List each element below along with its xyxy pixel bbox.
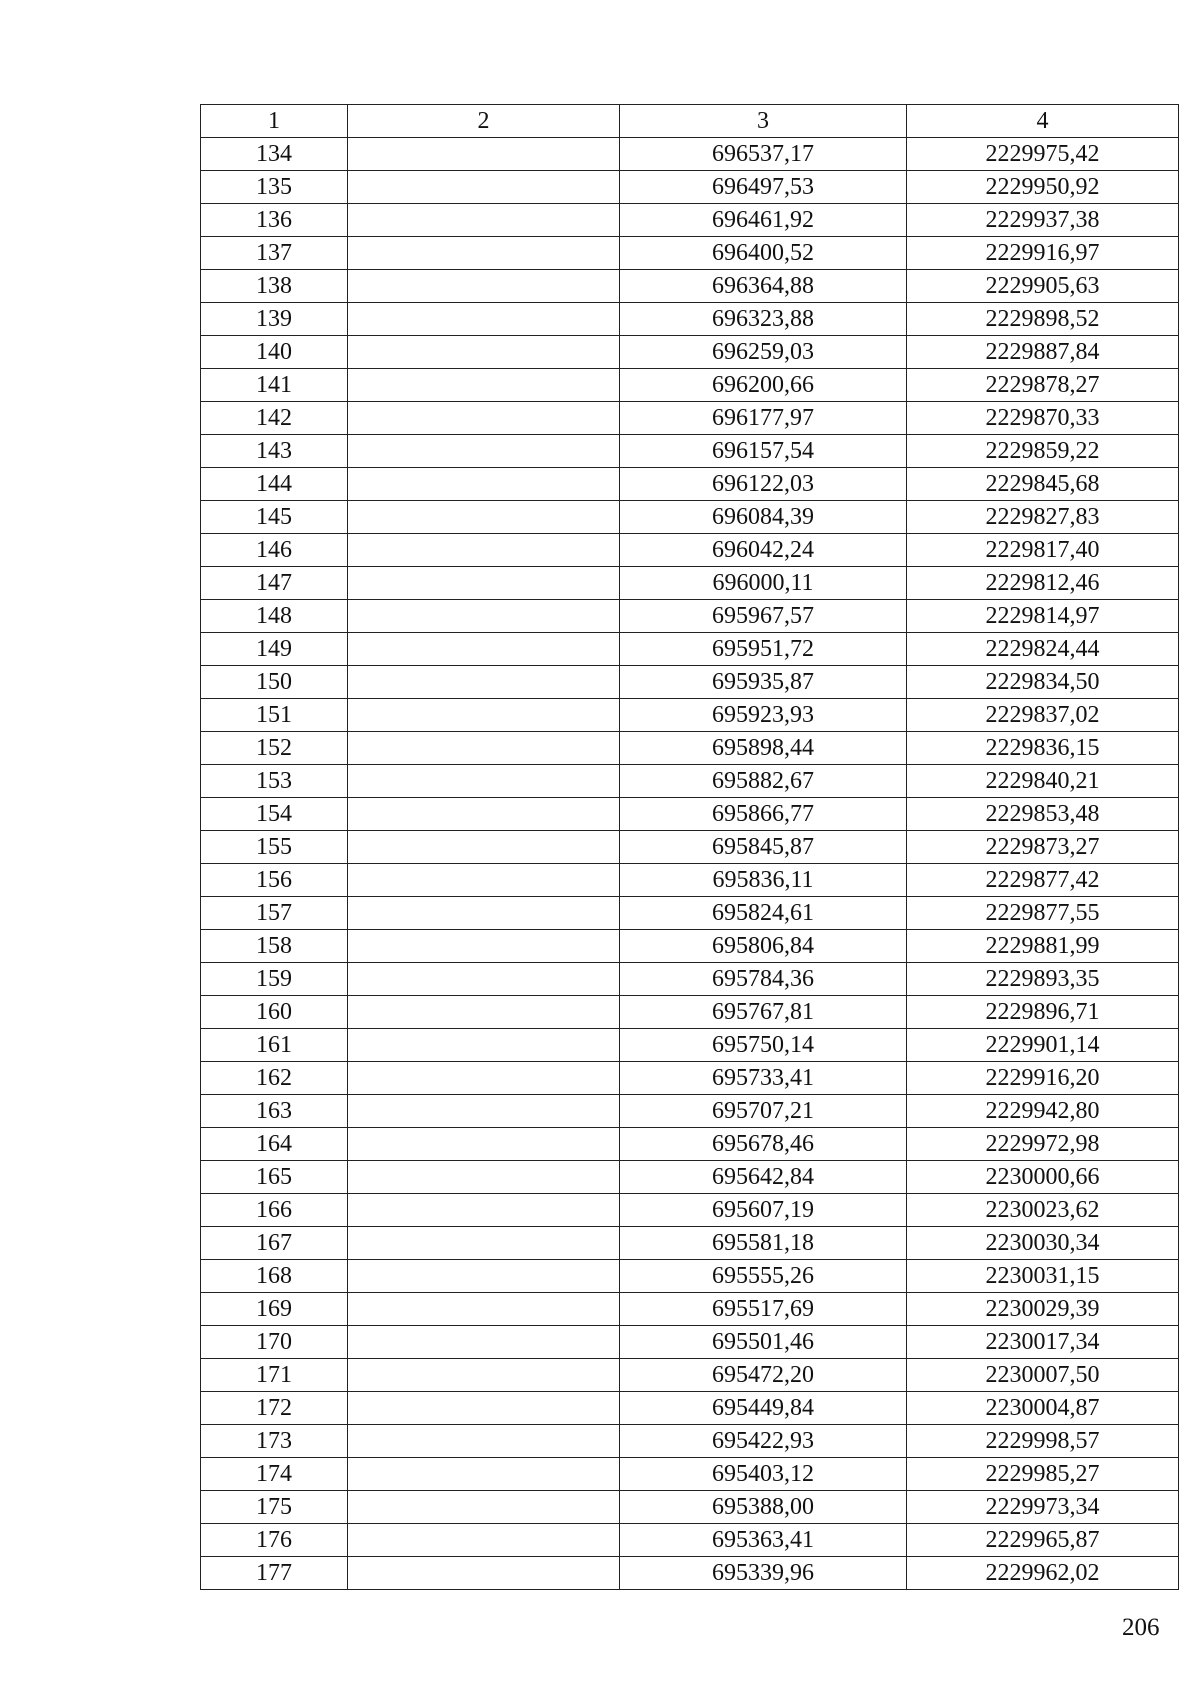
table-row <box>201 1095 1179 1128</box>
point-number-cell: 175 <box>201 1491 348 1524</box>
empty-cell <box>348 402 620 435</box>
y-coordinate-cell: 2229965,87 <box>907 1524 1179 1557</box>
x-coordinate-cell: 695501,46 <box>620 1326 907 1359</box>
y-coordinate-cell: 2229893,35 <box>907 963 1179 996</box>
column-header-3: 3 <box>620 105 907 138</box>
point-number-cell: 167 <box>201 1227 348 1260</box>
y-coordinate-cell: 2229973,34 <box>907 1491 1179 1524</box>
point-number-cell: 158 <box>201 930 348 963</box>
y-coordinate-cell: 2229901,14 <box>907 1029 1179 1062</box>
point-number-cell: 136 <box>201 204 348 237</box>
x-coordinate-cell: 696461,92 <box>620 204 907 237</box>
table-row <box>201 435 1179 468</box>
y-coordinate-cell: 2230017,34 <box>907 1326 1179 1359</box>
y-coordinate-cell: 2229812,46 <box>907 567 1179 600</box>
table-row <box>201 1161 1179 1194</box>
y-coordinate-cell: 2230030,34 <box>907 1227 1179 1260</box>
point-number-cell: 171 <box>201 1359 348 1392</box>
empty-cell <box>348 369 620 402</box>
table-row <box>201 831 1179 864</box>
point-number-cell: 169 <box>201 1293 348 1326</box>
point-number-cell: 135 <box>201 171 348 204</box>
table-row <box>201 402 1179 435</box>
table-row <box>201 1557 1179 1590</box>
y-coordinate-cell: 2230029,39 <box>907 1293 1179 1326</box>
table-row <box>201 930 1179 963</box>
point-number-cell: 161 <box>201 1029 348 1062</box>
y-coordinate-cell: 2229827,83 <box>907 501 1179 534</box>
table-row <box>201 1425 1179 1458</box>
x-coordinate-cell: 695951,72 <box>620 633 907 666</box>
table-row <box>201 204 1179 237</box>
point-number-cell: 147 <box>201 567 348 600</box>
table-row <box>201 1524 1179 1557</box>
empty-cell <box>348 1524 620 1557</box>
y-coordinate-cell: 2229836,15 <box>907 732 1179 765</box>
x-coordinate-cell: 695824,61 <box>620 897 907 930</box>
x-coordinate-cell: 695784,36 <box>620 963 907 996</box>
y-coordinate-cell: 2229905,63 <box>907 270 1179 303</box>
table-row <box>201 1194 1179 1227</box>
x-coordinate-cell: 696497,53 <box>620 171 907 204</box>
point-number-cell: 143 <box>201 435 348 468</box>
empty-cell <box>348 666 620 699</box>
empty-cell <box>348 1425 620 1458</box>
x-coordinate-cell: 695866,77 <box>620 798 907 831</box>
empty-cell <box>348 930 620 963</box>
column-header-4: 4 <box>907 105 1179 138</box>
table-row <box>201 864 1179 897</box>
table-row <box>201 699 1179 732</box>
x-coordinate-cell: 695339,96 <box>620 1557 907 1590</box>
table-row <box>201 1326 1179 1359</box>
y-coordinate-cell: 2229840,21 <box>907 765 1179 798</box>
point-number-cell: 160 <box>201 996 348 1029</box>
empty-cell <box>348 204 620 237</box>
empty-cell <box>348 699 620 732</box>
point-number-cell: 173 <box>201 1425 348 1458</box>
empty-cell <box>348 1029 620 1062</box>
empty-cell <box>348 1392 620 1425</box>
x-coordinate-cell: 696259,03 <box>620 336 907 369</box>
point-number-cell: 157 <box>201 897 348 930</box>
empty-cell <box>348 798 620 831</box>
table-row <box>201 534 1179 567</box>
y-coordinate-cell: 2229916,97 <box>907 237 1179 270</box>
x-coordinate-cell: 696042,24 <box>620 534 907 567</box>
point-number-cell: 155 <box>201 831 348 864</box>
point-number-cell: 170 <box>201 1326 348 1359</box>
table-row <box>201 1491 1179 1524</box>
empty-cell <box>348 1557 620 1590</box>
x-coordinate-cell: 695733,41 <box>620 1062 907 1095</box>
empty-cell <box>348 1458 620 1491</box>
point-number-cell: 176 <box>201 1524 348 1557</box>
empty-cell <box>348 468 620 501</box>
empty-cell <box>348 435 620 468</box>
y-coordinate-cell: 2229962,02 <box>907 1557 1179 1590</box>
y-coordinate-cell: 2229870,33 <box>907 402 1179 435</box>
table-row <box>201 501 1179 534</box>
table-row <box>201 171 1179 204</box>
x-coordinate-cell: 695882,67 <box>620 765 907 798</box>
x-coordinate-cell: 696400,52 <box>620 237 907 270</box>
point-number-cell: 156 <box>201 864 348 897</box>
table-row <box>201 1392 1179 1425</box>
x-coordinate-cell: 695845,87 <box>620 831 907 864</box>
empty-cell <box>348 831 620 864</box>
point-number-cell: 148 <box>201 600 348 633</box>
table-row <box>201 270 1179 303</box>
empty-cell <box>348 534 620 567</box>
point-number-cell: 159 <box>201 963 348 996</box>
table-row <box>201 237 1179 270</box>
table-row <box>201 732 1179 765</box>
table-row <box>201 1227 1179 1260</box>
y-coordinate-cell: 2229834,50 <box>907 666 1179 699</box>
point-number-cell: 163 <box>201 1095 348 1128</box>
table-row <box>201 1260 1179 1293</box>
y-coordinate-cell: 2229877,42 <box>907 864 1179 897</box>
point-number-cell: 174 <box>201 1458 348 1491</box>
x-coordinate-cell: 695581,18 <box>620 1227 907 1260</box>
y-coordinate-cell: 2229853,48 <box>907 798 1179 831</box>
empty-cell <box>348 138 620 171</box>
table-row <box>201 600 1179 633</box>
empty-cell <box>348 303 620 336</box>
point-number-cell: 150 <box>201 666 348 699</box>
table-row <box>201 1029 1179 1062</box>
table-row <box>201 468 1179 501</box>
table-header-row <box>201 105 1179 138</box>
table-row <box>201 369 1179 402</box>
point-number-cell: 172 <box>201 1392 348 1425</box>
y-coordinate-cell: 2229896,71 <box>907 996 1179 1029</box>
y-coordinate-cell: 2229824,44 <box>907 633 1179 666</box>
x-coordinate-cell: 695607,19 <box>620 1194 907 1227</box>
table-row <box>201 1458 1179 1491</box>
point-number-cell: 166 <box>201 1194 348 1227</box>
column-header-1: 1 <box>201 105 348 138</box>
table-row <box>201 765 1179 798</box>
point-number-cell: 165 <box>201 1161 348 1194</box>
table-row <box>201 897 1179 930</box>
table-row <box>201 303 1179 336</box>
x-coordinate-cell: 695678,46 <box>620 1128 907 1161</box>
table-row <box>201 1293 1179 1326</box>
point-number-cell: 142 <box>201 402 348 435</box>
column-header-2: 2 <box>348 105 620 138</box>
point-number-cell: 151 <box>201 699 348 732</box>
empty-cell <box>348 864 620 897</box>
empty-cell <box>348 732 620 765</box>
y-coordinate-cell: 2229817,40 <box>907 534 1179 567</box>
point-number-cell: 141 <box>201 369 348 402</box>
y-coordinate-cell: 2230007,50 <box>907 1359 1179 1392</box>
page-number: 206 <box>1122 1614 1160 1641</box>
table-row <box>201 798 1179 831</box>
empty-cell <box>348 765 620 798</box>
y-coordinate-cell: 2229837,02 <box>907 699 1179 732</box>
empty-cell <box>348 1095 620 1128</box>
table-row <box>201 633 1179 666</box>
point-number-cell: 144 <box>201 468 348 501</box>
point-number-cell: 154 <box>201 798 348 831</box>
y-coordinate-cell: 2229845,68 <box>907 468 1179 501</box>
y-coordinate-cell: 2229916,20 <box>907 1062 1179 1095</box>
y-coordinate-cell: 2229950,92 <box>907 171 1179 204</box>
empty-cell <box>348 336 620 369</box>
point-number-cell: 153 <box>201 765 348 798</box>
x-coordinate-cell: 695642,84 <box>620 1161 907 1194</box>
table-row <box>201 1062 1179 1095</box>
coordinates-table <box>200 104 1179 1590</box>
empty-cell <box>348 1326 620 1359</box>
empty-cell <box>348 996 620 1029</box>
y-coordinate-cell: 2229881,99 <box>907 930 1179 963</box>
point-number-cell: 138 <box>201 270 348 303</box>
x-coordinate-cell: 695472,20 <box>620 1359 907 1392</box>
table-row <box>201 138 1179 171</box>
y-coordinate-cell: 2229859,22 <box>907 435 1179 468</box>
y-coordinate-cell: 2229873,27 <box>907 831 1179 864</box>
y-coordinate-cell: 2230031,15 <box>907 1260 1179 1293</box>
empty-cell <box>348 897 620 930</box>
point-number-cell: 162 <box>201 1062 348 1095</box>
y-coordinate-cell: 2230023,62 <box>907 1194 1179 1227</box>
x-coordinate-cell: 695388,00 <box>620 1491 907 1524</box>
x-coordinate-cell: 696200,66 <box>620 369 907 402</box>
point-number-cell: 134 <box>201 138 348 171</box>
empty-cell <box>348 1062 620 1095</box>
x-coordinate-cell: 696157,54 <box>620 435 907 468</box>
x-coordinate-cell: 696323,88 <box>620 303 907 336</box>
y-coordinate-cell: 2229937,38 <box>907 204 1179 237</box>
table-row <box>201 666 1179 699</box>
x-coordinate-cell: 696364,88 <box>620 270 907 303</box>
x-coordinate-cell: 695403,12 <box>620 1458 907 1491</box>
empty-cell <box>348 171 620 204</box>
x-coordinate-cell: 695449,84 <box>620 1392 907 1425</box>
y-coordinate-cell: 2229975,42 <box>907 138 1179 171</box>
x-coordinate-cell: 695422,93 <box>620 1425 907 1458</box>
x-coordinate-cell: 696122,03 <box>620 468 907 501</box>
y-coordinate-cell: 2229942,80 <box>907 1095 1179 1128</box>
point-number-cell: 145 <box>201 501 348 534</box>
point-number-cell: 164 <box>201 1128 348 1161</box>
y-coordinate-cell: 2229985,27 <box>907 1458 1179 1491</box>
x-coordinate-cell: 695806,84 <box>620 930 907 963</box>
point-number-cell: 139 <box>201 303 348 336</box>
y-coordinate-cell: 2229877,55 <box>907 897 1179 930</box>
table-row <box>201 336 1179 369</box>
y-coordinate-cell: 2229898,52 <box>907 303 1179 336</box>
point-number-cell: 152 <box>201 732 348 765</box>
table-row <box>201 567 1179 600</box>
empty-cell <box>348 1227 620 1260</box>
x-coordinate-cell: 695898,44 <box>620 732 907 765</box>
y-coordinate-cell: 2229972,98 <box>907 1128 1179 1161</box>
x-coordinate-cell: 695935,87 <box>620 666 907 699</box>
x-coordinate-cell: 695767,81 <box>620 996 907 1029</box>
empty-cell <box>348 1491 620 1524</box>
x-coordinate-cell: 695555,26 <box>620 1260 907 1293</box>
point-number-cell: 168 <box>201 1260 348 1293</box>
table-row <box>201 996 1179 1029</box>
y-coordinate-cell: 2229814,97 <box>907 600 1179 633</box>
x-coordinate-cell: 696537,17 <box>620 138 907 171</box>
empty-cell <box>348 600 620 633</box>
table-row <box>201 1128 1179 1161</box>
empty-cell <box>348 1194 620 1227</box>
y-coordinate-cell: 2229878,27 <box>907 369 1179 402</box>
y-coordinate-cell: 2229998,57 <box>907 1425 1179 1458</box>
empty-cell <box>348 1260 620 1293</box>
x-coordinate-cell: 696084,39 <box>620 501 907 534</box>
x-coordinate-cell: 695836,11 <box>620 864 907 897</box>
x-coordinate-cell: 695707,21 <box>620 1095 907 1128</box>
table-body <box>201 138 1179 1590</box>
empty-cell <box>348 237 620 270</box>
x-coordinate-cell: 695967,57 <box>620 600 907 633</box>
empty-cell <box>348 1293 620 1326</box>
table-row <box>201 1359 1179 1392</box>
x-coordinate-cell: 696000,11 <box>620 567 907 600</box>
point-number-cell: 140 <box>201 336 348 369</box>
empty-cell <box>348 963 620 996</box>
point-number-cell: 177 <box>201 1557 348 1590</box>
empty-cell <box>348 501 620 534</box>
empty-cell <box>348 567 620 600</box>
table-row <box>201 963 1179 996</box>
empty-cell <box>348 633 620 666</box>
y-coordinate-cell: 2230000,66 <box>907 1161 1179 1194</box>
y-coordinate-cell: 2230004,87 <box>907 1392 1179 1425</box>
x-coordinate-cell: 695923,93 <box>620 699 907 732</box>
empty-cell <box>348 1161 620 1194</box>
empty-cell <box>348 1359 620 1392</box>
point-number-cell: 149 <box>201 633 348 666</box>
empty-cell <box>348 1128 620 1161</box>
empty-cell <box>348 270 620 303</box>
y-coordinate-cell: 2229887,84 <box>907 336 1179 369</box>
x-coordinate-cell: 695517,69 <box>620 1293 907 1326</box>
point-number-cell: 146 <box>201 534 348 567</box>
x-coordinate-cell: 695363,41 <box>620 1524 907 1557</box>
x-coordinate-cell: 695750,14 <box>620 1029 907 1062</box>
point-number-cell: 137 <box>201 237 348 270</box>
x-coordinate-cell: 696177,97 <box>620 402 907 435</box>
